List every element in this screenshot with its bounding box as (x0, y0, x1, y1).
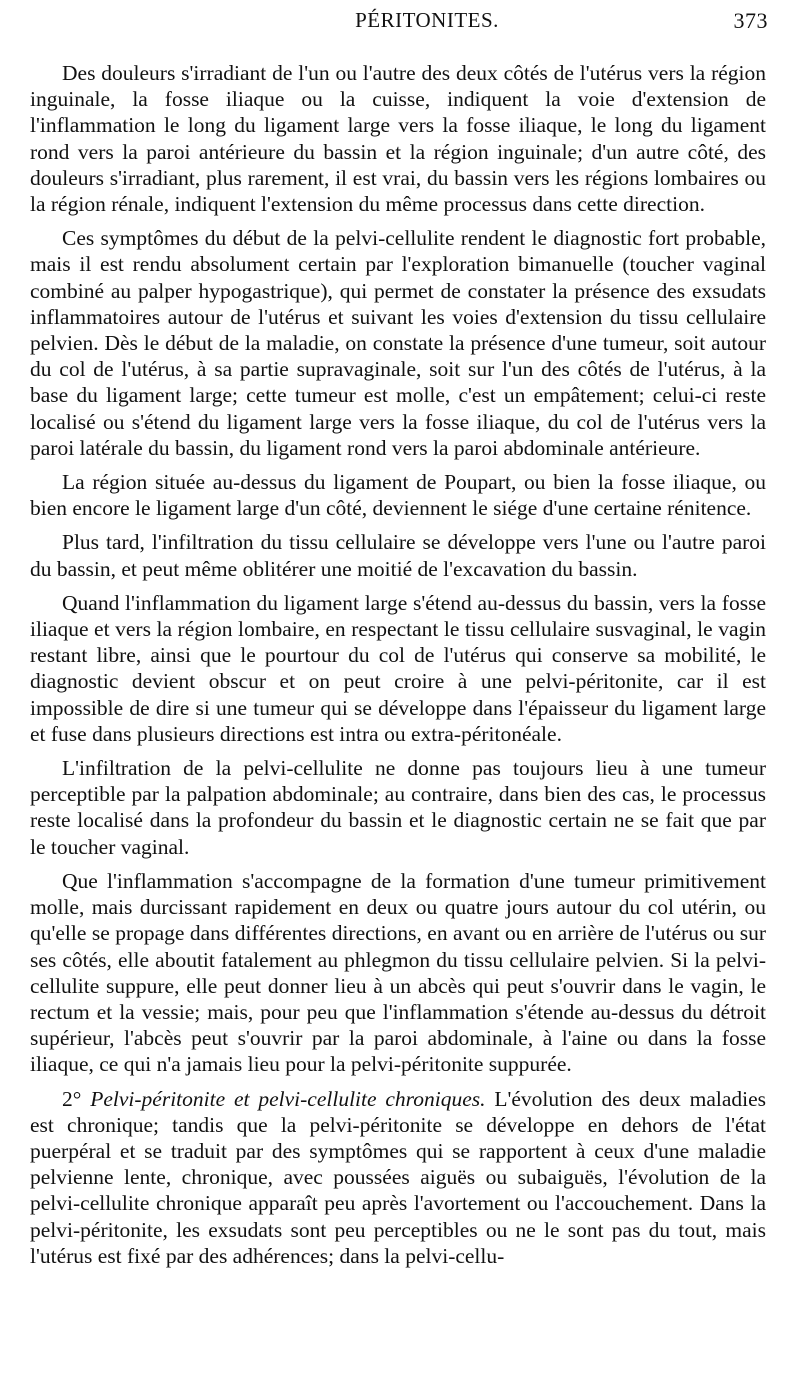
page-body (30, 60, 766, 1277)
paragraph: Que l'inflammation s'accompagne de la formation d'une tumeur primitivement molle, mais durcissant rapidement en deux ou quatre jours autour du col utérin, ou qu'elle se propage dans différentes directions, en avant ou en arrière de l'utérus ou sur ses côtés, elle aboutit fatalement au phlegmon du tissu cellulaire pelvien. Si la pelvi-cellulite suppure, elle peut donner lieu à un abcès qui peut s'ouvrir dans le vagin, le rectum et la vessie; mais, pour peu que l'inflammation s'étende au-dessus du détroit supérieur, l'abcès peut s'ouvrir par la paroi abdominale, à l'aine ou dans la fosse iliaque, ce qui n'a jamais lieu pour la pelvi-péritonite suppurée. (30, 868, 766, 1077)
page-number: 373 (733, 8, 768, 33)
section-heading: Pelvi-péritonite et pelvi-cellulite chroniques. (90, 1086, 486, 1111)
section-paragraph (30, 1086, 766, 1269)
paragraph: Plus tard, l'infiltration du tissu cellulaire se développe vers l'une ou l'autre paroi du bassin, et peut même oblitérer une moitié de l'excavation du bassin. (30, 530, 766, 581)
paragraph: Ces symptômes du début de la pelvi-cellulite rendent le diagnostic fort probable, mais il est rendu absolument certain par l'exploration bimanuelle (toucher vaginal combiné au palper hypogastrique), qui permet de constater la présence des exsudats inflammatoires autour de l'utérus et suivant les voies d'extension du tissu cellulaire pelvien. Dès le début de la maladie, on constate la présence d'une tumeur, soit autour du col de l'utérus, à sa partie supravaginale, soit sur l'un des côtés de l'utérus, à la base du ligament large; cette tumeur est molle, c'est un empâtement; celui-ci reste localisé ou s'étend du ligament large vers la fosse iliaque, du col de l'utérus vers la paroi latérale du bassin, du ligament rond vers la paroi abdominale antérieure. (30, 226, 766, 460)
running-header (62, 8, 768, 42)
paragraph: La région située au-dessus du ligament de Poupart, ou bien la fosse iliaque, ou bien encore le ligament large d'un côté, deviennent le siége d'une certaine rénitence. (30, 470, 766, 521)
paragraph: L'infiltration de la pelvi-cellulite ne donne pas toujours lieu à une tumeur perceptible par la palpation abdominale; au contraire, dans bien des cas, le processus reste localisé dans la profondeur du bassin et le diagnostic certain ne se fait que par le toucher vaginal. (30, 756, 766, 859)
running-title: PÉRITONITES. (355, 8, 499, 32)
section-text: L'évolution des deux maladies est chronique; tandis que la pelvi-péritonite se développe en dehors de l'état puerpéral et se traduit par des symptômes qui se rapportent à ceux d'une maladie pelvienne lente, chronique, avec poussées aiguës ou subaiguës, l'évolution de la pelvi-cellulite chronique apparaît peu après l'avortement ou l'accouchement. Dans la pelvi-péritonite, les exsudats sont peu perceptibles ou ne le sont pas du tout, mais l'utérus est fixé par des adhérences; dans la pelvi-cellu- (30, 1086, 767, 1268)
section-number: 2° (62, 1086, 82, 1111)
paragraph: Quand l'inflammation du ligament large s'étend au-dessus du bassin, vers la fosse iliaque et vers la région lombaire, en respectant le tissu cellulaire susvaginal, le vagin restant libre, ainsi que le pourtour du col de l'utérus qui conserve sa mobilité, le diagnostic devient obscur et on peut croire à une pelvi-péritonite, car il est impossible de dire si une tumeur qui se développe dans l'épaisseur du ligament large et fuse dans plusieurs directions est intra ou extra-péritonéale. (30, 590, 766, 746)
paragraph: Des douleurs s'irradiant de l'un ou l'autre des deux côtés de l'utérus vers la région inguinale, la fosse iliaque ou la cuisse, indiquent la voie d'extension de l'inflammation le long du ligament large vers la fosse iliaque, le long du ligament rond vers la paroi antérieure du bassin et la région inguinale; d'un autre côté, des douleurs s'irradiant, plus rarement, il est vrai, du bassin vers les régions lombaires ou la région rénale, indiquent l'extension du même processus dans cette direction. (30, 61, 766, 217)
